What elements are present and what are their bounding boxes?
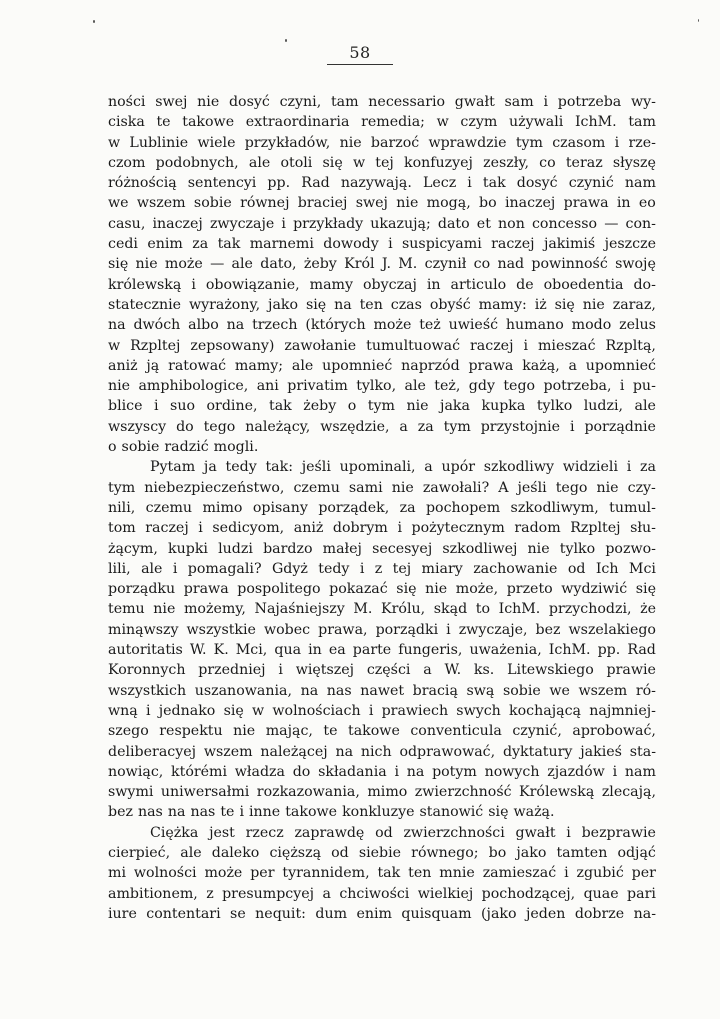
- page-number: 58: [327, 43, 392, 65]
- text-line: czom podobnych, ale otoli się w tej konfuzyej zeszły, co teraz słyszę: [108, 154, 656, 171]
- text-line: iure contentari se nequit: dum enim quisquam (jako jeden dobrze na-: [108, 905, 656, 922]
- text-line: lili, ale i pomagali? Gdyż tedy i z tej miary zachowanie od Ich Mci: [108, 560, 656, 577]
- text-line: tom raczej i sedicyom, aniż dobrym i pożytecznym radom Rzpltej słu-: [108, 520, 656, 537]
- text-line: autoritatis W. K. Mci, qua in ea parte fungeris, uważenia, IchM. pp. Rad: [108, 642, 656, 659]
- text-line: bez nas na nas te i inne takowe konkluzye stanowić się ważą.: [108, 804, 555, 821]
- text-line: ciska te takowe extraordinaria remedia; w czym używali IchM. tam: [108, 114, 656, 131]
- text-line: ności swej nie dosyć czyni, tam necessario gwałt sam i potrzeba wy-: [108, 94, 656, 110]
- text-line: cedi enim za tak marnemi dowody i suspicyami raczej jakimiś jeszcze: [108, 236, 656, 253]
- text-line: nili, czemu mimo opisany porządek, za pochopem szkodliwym, tumul-: [108, 499, 656, 516]
- text-line: na dwóch albo na trzech (których może też uwieść humano modo zelus: [108, 317, 656, 334]
- text-line: się nie może — ale dato, żeby Król J. M. czynił co nad powinność swoję: [108, 256, 656, 273]
- text-line: w Lublinie wiele przykładów, nie barzoć wprawdzie tym czasom i rze-: [108, 134, 656, 151]
- text-line: Pytam ja tedy tak: jeśli upominali, a upór szkodliwy widzieli i za: [150, 459, 656, 476]
- paragraph: [108, 823, 656, 924]
- text-line: nie amphibologice, ani privatim tylko, ale też, gdy tego potrzeba, i pu-: [108, 378, 656, 395]
- text-line: aniż ją ratować mamy; ale upomnieć naprzód prawa każą, a upomnieć: [108, 357, 656, 374]
- text-line: wną i jednako się w wolnościach i prawiech swych kochającą najmniej-: [108, 702, 656, 719]
- body-text: [108, 92, 656, 924]
- text-line: różnością sentencyi pp. Rad nazywają. Lecz i tak dosyć czynić nam: [108, 175, 656, 192]
- text-line: ambitionem, z presumpcyej a chciwości wielkiej pochodzącej, quae pari: [108, 885, 656, 902]
- text-line: nowiąc, którémi władza do składania i na potym nowych zjazdów i nam: [108, 763, 656, 780]
- text-line: wszystkich uszanowania, na nas nawet bracią swą sobie we wszem ró-: [108, 682, 656, 699]
- text-line: tym niebezpieczeństwo, czemu sami nie zawołali? A jeśli tego nie czy-: [108, 479, 656, 496]
- text-line: minąwszy wszystkie wobec prawa, porządki i zwyczaje, bez wszelakiego: [108, 621, 656, 638]
- text-line: Koronnych przedniej i więtszej części a W. ks. Litewskiego prawie: [108, 662, 656, 679]
- page-header: [0, 43, 720, 65]
- text-line: casu, inaczej zwyczaje i przykłady ukazują; dato et non concesso — con-: [108, 215, 656, 232]
- text-line: deliberacyej wszem należącej na nich odprawować, dyktatury jakieś sta-: [108, 743, 656, 760]
- text-line: w Rzpltej zepsowany) zawołanie tumultuować raczej i mieszać Rzpltą,: [108, 337, 656, 354]
- text-line: blice i suo ordine, tak żeby o tym nie jaka kupka tylko ludzi, ale: [108, 398, 656, 415]
- text-line: o sobie radzić mogli.: [108, 439, 259, 456]
- text-line: swymi uniwersałmi rozkazowania, mimo zwierzchność Królewską zlecają,: [108, 784, 656, 801]
- text-line: mi wolności może per tyrannidem, tak ten mnie zamieszać i zgubić per: [108, 865, 656, 882]
- text-line: królewską i obowiązanie, mamy obyczaj in articulo de oboedentia do-: [108, 276, 656, 293]
- text-line: wszyscy do tego należący, wszędzie, a za tym przystojnie i porządnie: [108, 418, 656, 435]
- paragraph: [108, 92, 656, 457]
- text-line: cierpieć, ale daleko cięższą od siebie równego; bo jako tamten odjąć: [108, 844, 656, 861]
- text-line: we wszem sobie równej braciej swej nie mogą, bo inaczej prawa in eo: [108, 195, 656, 212]
- text-line: żącym, kupki ludzi bardzo małej secesyej szkodliwej nie tylko pozwo-: [108, 540, 656, 557]
- paragraph: [108, 457, 656, 822]
- text-line: temu nie możemy, Najaśniejszy M. Królu, skąd to IchM. przychodzi, że: [108, 601, 656, 618]
- text-line: porządku prawa pospolitego pokazać się nie może, przeto wydziwić się: [108, 581, 656, 598]
- text-line: statecznie wyrażony, jako się na ten czas obyść mamy: iż się nie zaraz,: [108, 296, 656, 313]
- text-line: szego respektu nie mając, te takowe conventicula czynić, aprobować,: [108, 723, 656, 740]
- text-line: Ciężka jest rzecz zaprawdę od zwierzchności gwałt i bezprawie: [150, 824, 656, 841]
